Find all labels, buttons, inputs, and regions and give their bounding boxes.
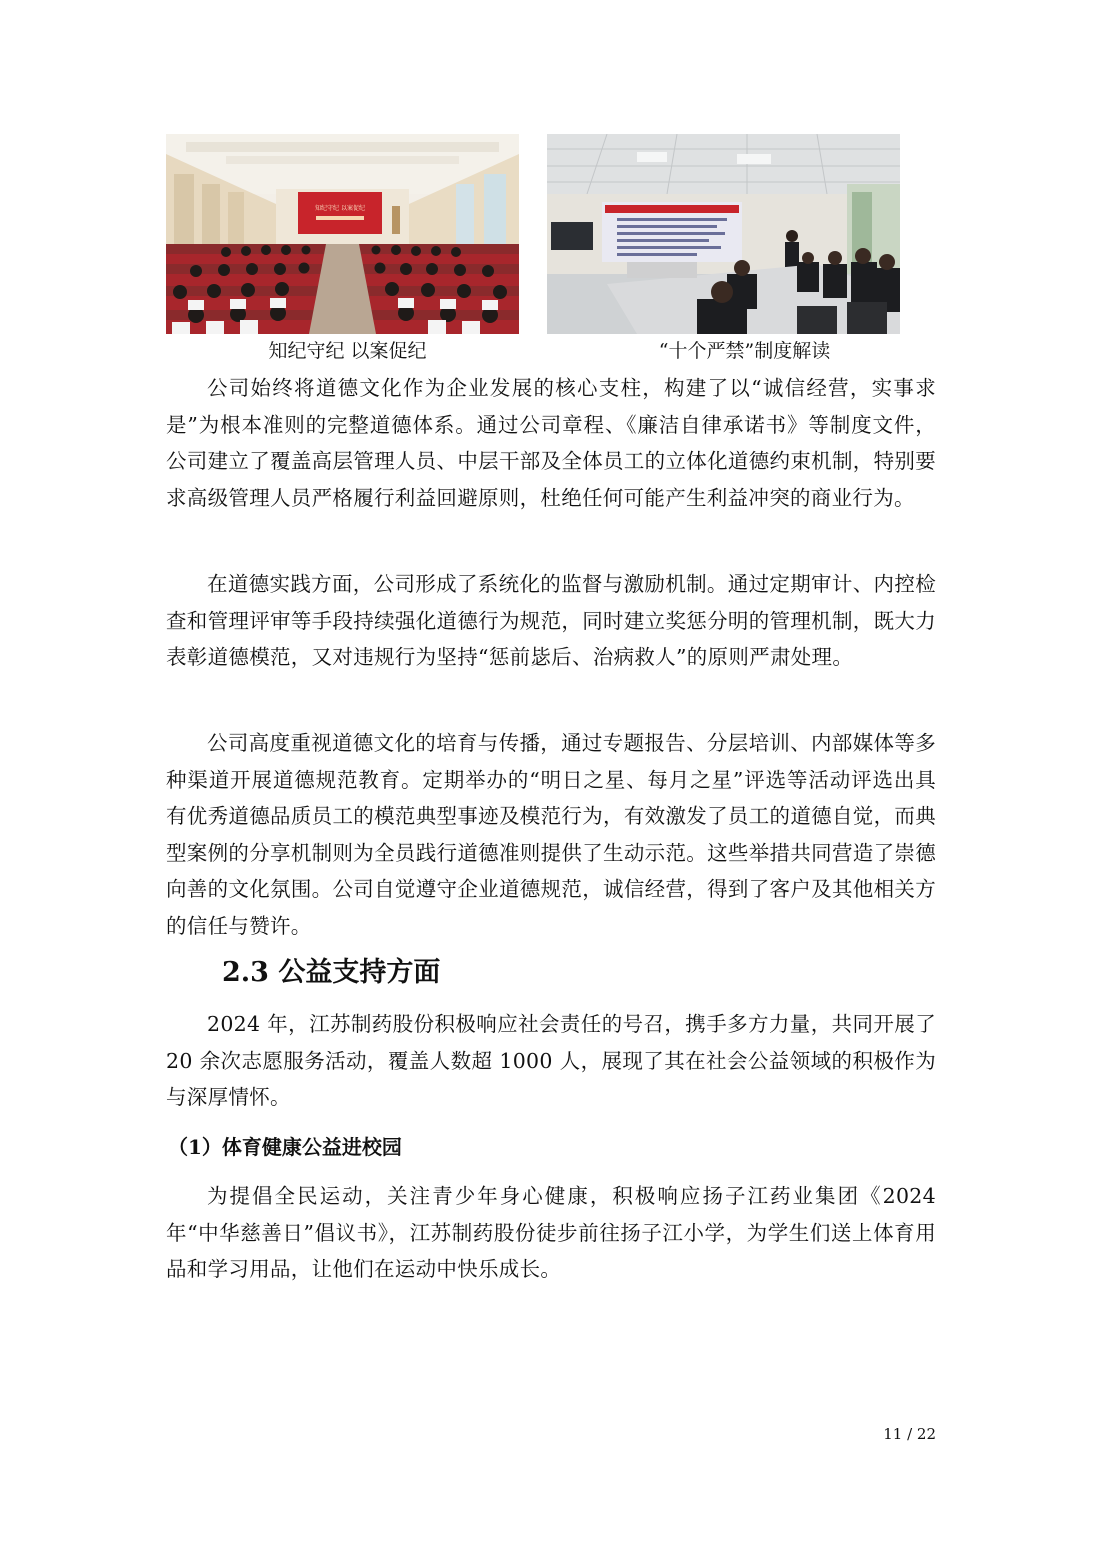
paragraph-ethics-system: 公司始终将道德文化作为企业发展的核心支柱，构建了以“诚信经营，实事求是”为根本准则的完整道德体系。通过公司章程、《廉洁自律承诺书》等制度文件，公司建立了覆盖高层管理人员、中层干部及全体员工的立体化道德约束机制，特别要求高级管理人员严格履行利益回避原则，杜绝任何可能产生利益冲突的商业行为。 <box>166 376 936 510</box>
paragraph-public-welfare-intro: 2024 年，江苏制药股份积极响应社会责任的号召，携手多方力量，共同开展了 20 余次志愿服务活动，覆盖人数超 1000 人，展现了其在社会公益领域的积极作为与深厚情怀。 <box>166 1012 936 1109</box>
paragraph-ethics-practice: 在道德实践方面，公司形成了系统化的监督与激励机制。通过定期审计、内控检查和管理评审等手段持续强化道德行为规范，同时建立奖惩分明的管理机制，既大力表彰道德模范，又对违规行为坚持“惩前毖后、治病救人”的原则严肃处理。 <box>166 572 936 669</box>
photo-meeting-room <box>547 134 900 334</box>
photo-lecture-hall <box>166 134 519 334</box>
photo-caption-2: “十个严禁”制度解读 <box>658 340 831 362</box>
screen-title: 知纪守纪 以案促纪 <box>315 205 365 212</box>
subsection-heading: （1）体育健康公益进校园 <box>168 1135 402 1159</box>
paragraph-school-activity: 为提倡全民运动，关注青少年身心健康，积极响应扬子江药业集团《2024 年“中华慈善日”倡议书》，江苏制药股份徒步前往扬子江小学，为学生们送上体育用品和学习用品，让他们在运动中快乐成长。 <box>166 1184 936 1281</box>
page-number: 11 / 22 <box>883 1425 936 1443</box>
lecture-hall-image <box>166 134 519 334</box>
paragraph-ethics-culture: 公司高度重视道德文化的培育与传播，通过专题报告、分层培训、内部媒体等多种渠道开展道德规范教育。定期举办的“明日之星、每月之星”评选等活动评选出具有优秀道德品质员工的模范典型事迹及模范行为，有效激发了员工的道德自觉，而典型案例的分享机制则为全员践行道德准则提供了生动示范。这些举措共同营造了崇德向善的文化氛围。公司自觉遵守企业道德规范，诚信经营，得到了客户及其他相关方的信任与赞许。 <box>166 731 936 938</box>
section-title: 2.3 公益支持方面 <box>222 957 441 988</box>
photo-caption-1: 知纪守纪 以案促纪 <box>268 340 427 362</box>
meeting-room-image <box>547 134 900 334</box>
